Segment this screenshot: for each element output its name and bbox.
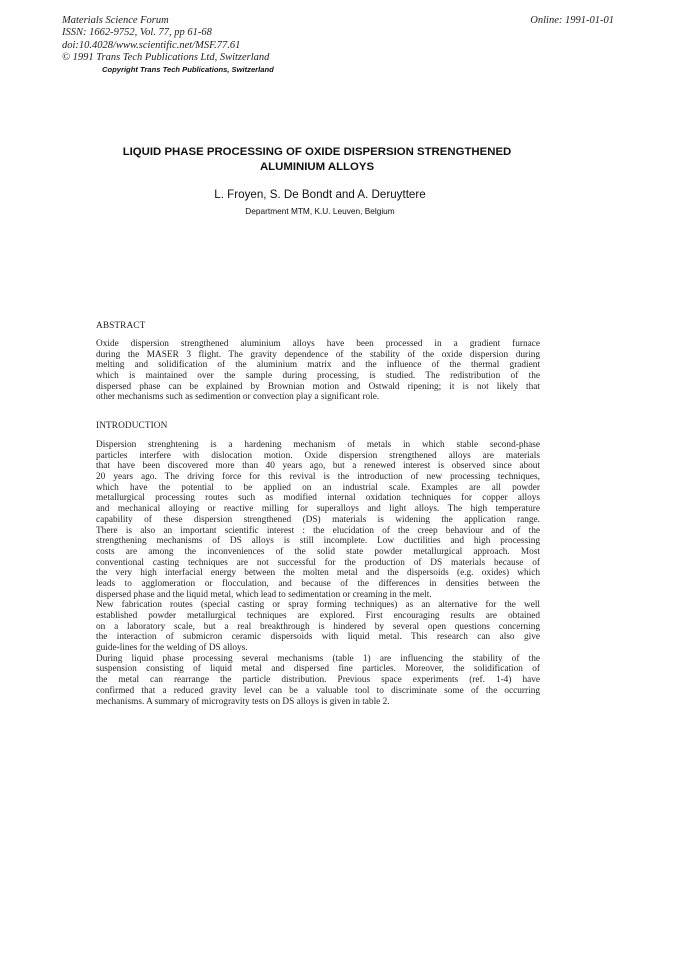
introduction-heading: INTRODUCTION xyxy=(96,421,168,431)
text-line: costs are among the inconveniences of the solid state powder metallurgical approach. Most xyxy=(96,546,540,557)
title-line-2: ALUMINIUM ALLOYS xyxy=(259,161,375,173)
doi-line: doi:10.4028/www.scientific.net/MSF.77.61 xyxy=(62,39,241,51)
affiliation: Department MTM, K.U. Leuven, Belgium xyxy=(245,206,395,216)
text-line: Dispersion strenghtening is a hardening mechanism of metals in which stable second-phase xyxy=(96,440,540,450)
text-line: metallurgical processing routes such as modified internal oxidation techniques for copper alloys xyxy=(96,493,540,504)
text-line: leads to agglomeration or flocculation, and because of the differences in densities between the xyxy=(96,578,540,589)
introduction-body xyxy=(96,440,540,707)
journal-name: Materials Science Forum xyxy=(62,15,169,26)
authors: L. Froyen, S. De Bondt and A. Deruyttere xyxy=(214,188,426,201)
text-line: the interaction of submicron ceramic dispersoids with liquid metal. This research can also give xyxy=(96,632,540,643)
text-line: on a laboratory scale, but a real breakthrough is hindered by several open questions concerning xyxy=(96,621,540,632)
paper-title xyxy=(92,145,542,175)
text-line: mechanisms. A summary of microgravity tests on DS alloys is given in table 2. xyxy=(96,696,390,707)
text-line: strengthening mechanisms of DS alloys is still incomplete. Low ductilities and high processing xyxy=(96,536,540,547)
copyright-line: © 1991 Trans Tech Publications Ltd, Switzerland xyxy=(62,51,270,63)
text-line: There is also an important scientific interest : the elucidation of the creep behaviour and of the xyxy=(96,525,540,536)
text-line: capability of these dispersion strengthened (DS) materials is widening the application range. xyxy=(96,514,540,525)
text-line: particles interfere with dislocation motion. Oxide dispersion strengthened alloys are materials xyxy=(96,450,540,461)
text-line: dispersed phase can be explained by Brownian motion and Ostwald ripening; it is not likely that xyxy=(96,381,540,392)
online-date: Online: 1991-01-01 xyxy=(530,15,614,26)
text-line: other mechanisms such as sedimention or convection play a significant role. xyxy=(96,392,380,403)
copyright-stamp: Copyright Trans Tech Publications, Switzerland xyxy=(102,65,274,75)
text-line: and mechanical alloying or reactive milling for superalloys and light alloys. The high temperature xyxy=(96,504,540,515)
text-line: guide-lines for the welding of DS alloys. xyxy=(96,643,248,654)
text-line: dispersed phase and the liquid metal, which lead to sedimentation or creaming in the melt. xyxy=(96,589,432,600)
text-line: During liquid phase processing several mechanisms (table 1) are influencing the stability of the xyxy=(96,653,540,664)
text-line: Oxide dispersion strengthened aluminium alloys have been processed in a gradient furnace xyxy=(96,339,540,349)
text-line: established powder metallurgical techniques are explored. First encouraging results are obtained xyxy=(96,611,540,621)
text-line: that have been discovered more than 40 years ago, but a renewed interest is observed since about xyxy=(96,461,540,472)
text-line: conventional casting techniques are not successful for the production of DS materials because of xyxy=(96,557,540,568)
text-line: New fabrication routes (special casting or spray forming techniques) as an alternative for the well xyxy=(96,600,540,611)
text-line: suspension consisting of liquid metal and dispersed fine particles. Moreover, the solidification of xyxy=(96,664,540,675)
abstract-body xyxy=(96,339,540,403)
text-line: which have the potential to be applied on an industrial scale. Examples are all powder xyxy=(96,482,540,493)
text-line: the very high interfacial energy between the molten metal and the dispersoids (e.g. oxides) which xyxy=(96,568,540,579)
text-line: the metal can rearrange the particle distribution. Previous space experiments (ref. 1-4) have xyxy=(96,675,540,686)
issn-line: ISSN: 1662-9752, Vol. 77, pp 61-68 xyxy=(62,27,212,39)
text-line: 20 years ago. The driving force for this revival is the introduction of new processing techniques, xyxy=(96,472,540,483)
text-line: melting and solidification of the aluminium matrix and the influence of the thermal gradient xyxy=(96,360,540,371)
text-line: during the MASER 3 flight. The gravity dependence of the stability of the oxide dispersion during xyxy=(96,349,540,360)
text-line: confirmed that a reduced gravity level can be a valuable tool to discriminate some of the occurring xyxy=(96,685,540,696)
title-line-1: LIQUID PHASE PROCESSING OF OXIDE DISPERSION STRENGTHENED xyxy=(122,146,512,158)
text-line: which is maintained over the sample during processing, is studied. The redistribution of the xyxy=(96,371,540,382)
abstract-heading: ABSTRACT xyxy=(96,321,146,331)
citation-header xyxy=(62,15,274,75)
